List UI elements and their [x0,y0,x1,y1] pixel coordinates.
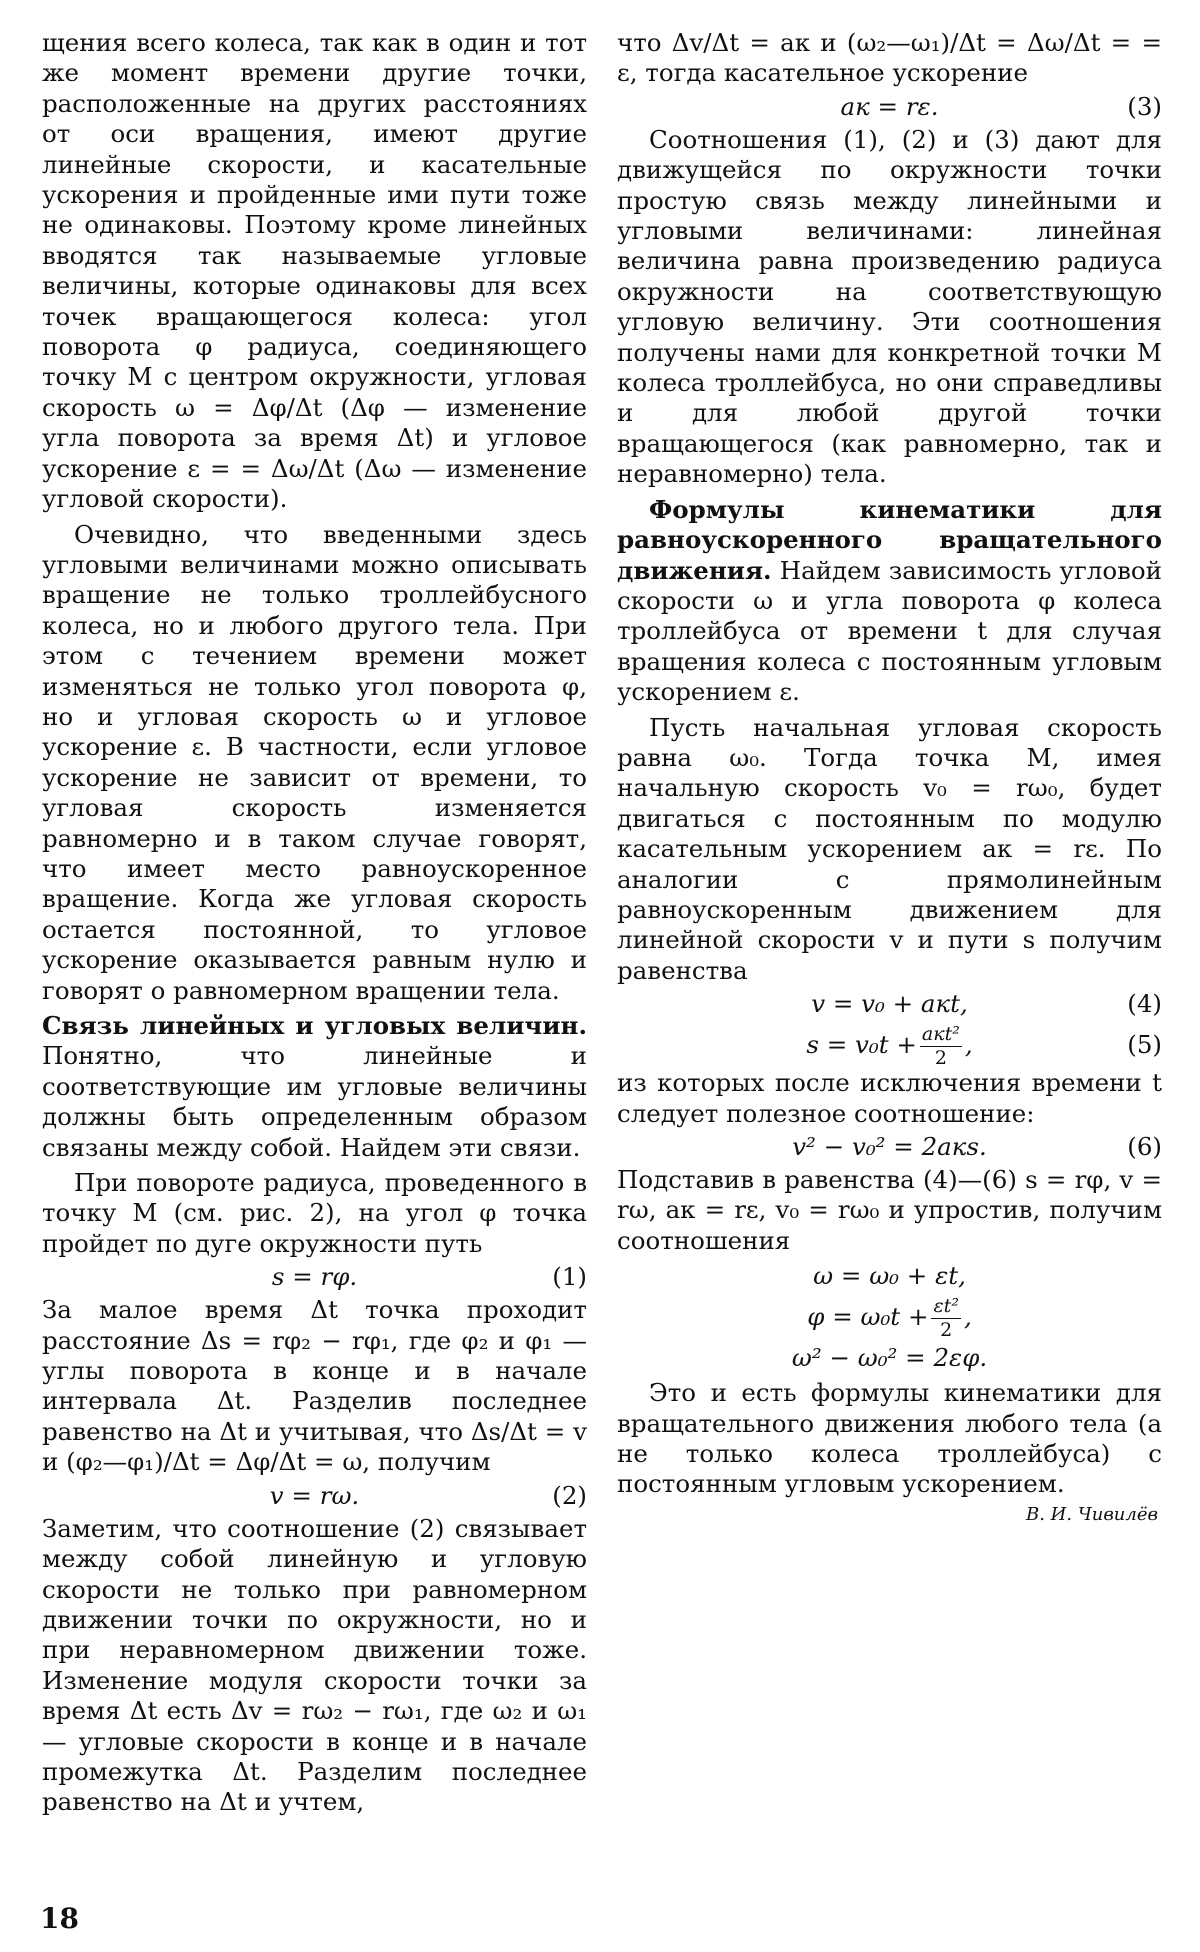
fraction-denominator: 2 [940,1319,953,1342]
equation-expression [617,1022,1162,1068]
equation-tail: , [963,1302,972,1332]
equation-number: (3) [1127,91,1162,121]
equation-number: (1) [552,1262,587,1292]
paragraph: Подставив в равенства (4)—(6) s = rφ, v = rω, aк = rε, v₀ = rω₀ и упростив, получим соотношения [617,1165,1162,1255]
page-number: 18 [40,1902,79,1935]
fraction-numerator: aкt² [921,1023,960,1046]
equation-expression: aк = rε. [840,91,939,121]
equation-expression: v = rω. [269,1480,360,1510]
paragraph: что Δv/Δt = aк и (ω₂—ω₁)/Δt = Δω/Δt = = ε, тогда касательное ускорение [617,28,1162,88]
paragraph: Пусть начальная угловая скорость равна ω₀. Тогда точка M, имея начальную скорость v₀ = rω₀, будет двигаться с постоянным по модулю касательным ускорением aк = rε. По аналогии с прямолинейным равноускоренным движением для линейной скорости v и пути s получим равенства [617,712,1162,985]
equation-number: (5) [1127,1030,1162,1060]
section-paragraph [617,495,1162,708]
author-signature: В. И. Чивилёв [1026,1503,1158,1525]
section-paragraph [42,1011,587,1163]
paragraph: Это и есть формулы кинематики для вращательного движения любого тела (а не только колеса троллейбуса) с постоянным угловым ускорением. [617,1378,1162,1499]
equation-left: φ = ω₀t + [807,1302,929,1332]
equation-9 [617,1340,1162,1376]
equation-number: (4) [1127,989,1162,1019]
equation-5 [617,1022,1162,1068]
paragraph: При повороте радиуса, проведенного в точку M (см. рис. 2), на угол φ точка пройдет по дуге окружности путь [42,1168,587,1258]
equation-expression [617,1294,1162,1340]
section-heading: Формулы кинематики для равноускоренного вращательного движения. [617,494,1162,585]
equation-system [617,1258,1162,1376]
equation-number: (2) [552,1480,587,1510]
paragraph-text: Понятно, что линейные и соответствующие им угловые величины должны быть определенным образом связаны между собой. Найдем эти связи. [42,1041,587,1162]
equation-expression: v = v₀ + aкt, [811,989,968,1019]
paragraph: из которых после исключения времени t следует полезное соотношение: [617,1068,1162,1128]
right-column [617,28,1162,1525]
section-heading: Связь линейных и угловых величин. [42,1011,587,1040]
equation-expression: ω² − ω₀² = 2εφ. [791,1343,988,1373]
equation-expression: ω = ω₀ + εt, [813,1261,966,1291]
equation-4 [617,986,1162,1022]
paragraph: Соотношения (1), (2) и (3) дают для движущейся по окружности точки простую связь между линейными и угловыми величинами: линейная величина равна произведению радиуса окружности на соответствующую угловую величину. Эти соотношения получены нами для конкретной точки M колеса троллейбуса, но они справедливы и для любой другой точки вращающегося (как равномерно, так и неравномерно) тела. [617,124,1162,489]
paragraph: щения всего колеса, так как в один и тот же момент времени другие точки, расположенные на других расстояниях от оси вращения, имеют другие линейные скорости, и касательные ускорения и пройденные ими пути тоже не одинаковы. Поэтому кроме линейных вводятся так называемые угловые величины, которые одинаковы для всех точек вращающегося колеса: угол поворота φ радиуса, соединяющего точку M с центром окружности, угловая скорость ω = Δφ/Δt (Δφ — изменение угла поворота за время Δt) и угловое ускорение ε = = Δω/Δt (Δω — изменение угловой скорости). [42,28,587,514]
paragraph-text: Найдем зависимость угловой скорости ω и угла поворота φ колеса троллейбуса от времени t для случая вращения колеса с постоянным угловым ускорением ε. [617,555,1162,707]
paragraph: Заметим, что соотношение (2) связывает между собой линейную и угловую скорости не только при равномерном движении точки по окружности, но и при неравномерном движении тоже. Изменение модуля скорости точки за время Δt есть Δv = rω₂ − rω₁, где ω₂ и ω₁ — угловые скорости в конце и в начале промежутка Δt. Разделим последнее равенство на Δt и учтем, [42,1513,587,1817]
fraction-denominator: 2 [934,1047,947,1070]
fraction-numerator: εt² [933,1295,959,1318]
paragraph: За малое время Δt точка проходит расстояние Δs = rφ₂ − rφ₁, где φ₂ и φ₁ — углы поворота в конце и в начале интервала Δt. Разделив последнее равенство на Δt и учитывая, что Δs/Δt = v и (φ₂—φ₁)/Δt = Δφ/Δt = ω, получим [42,1295,587,1477]
paragraph: Очевидно, что введенными здесь угловыми величинами можно описывать вращение не только троллейбусного колеса, но и любого другого тела. При этом с течением времени может изменяться не только угол поворота φ, но и угловая скорость ω и угловое ускорение ε. В частности, если угловое ускорение не зависит от времени, то угловая скорость изменяется равномерно и в таком случае говорят, что имеет место равноускоренное вращение. Когда же угловая скорость остается постоянной, то угловое ускорение оказывается равным нулю и говорят о равномерном вращении тела. [42,519,587,1005]
left-column [42,28,587,1818]
equation-7 [617,1258,1162,1294]
fraction [920,1025,962,1068]
equation-6 [617,1129,1162,1165]
equation-expression: s = rφ. [271,1262,358,1292]
fraction [931,1297,960,1340]
equation-expression: v² − v₀² = 2aкs. [792,1132,987,1161]
equation-1 [42,1259,587,1295]
equation-left: s = v₀t + [806,1030,917,1060]
equation-8 [617,1294,1162,1340]
equation-number: (6) [1127,1132,1162,1161]
equation-tail: , [964,1030,973,1060]
equation-2 [42,1478,587,1514]
equation-3 [617,89,1162,125]
